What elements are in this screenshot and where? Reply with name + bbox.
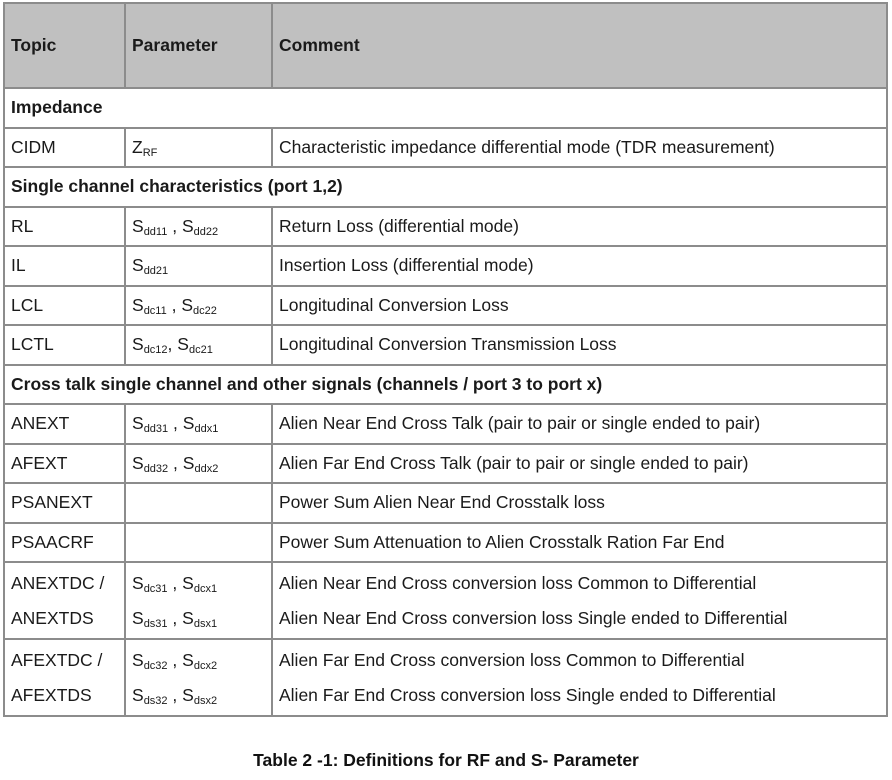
table-row bbox=[4, 128, 887, 168]
parameter-symbol: S bbox=[132, 215, 144, 236]
parameter-symbol: S bbox=[132, 255, 144, 276]
comment-text: Power Sum Attenuation to Alien Crosstalk Ration Far End bbox=[279, 531, 725, 552]
parameter-cell bbox=[125, 562, 272, 639]
parameter-symbol: S bbox=[182, 649, 194, 670]
comment-cell bbox=[272, 128, 887, 168]
parameter-line bbox=[132, 453, 218, 473]
table-row bbox=[4, 246, 887, 286]
topic-cell bbox=[4, 246, 125, 286]
parameter-separator: , bbox=[167, 215, 182, 236]
topic-text: RL bbox=[11, 215, 34, 236]
comment-text: Return Loss (differential mode) bbox=[279, 215, 519, 236]
parameter-line bbox=[132, 413, 219, 436]
topic-text: LCTL bbox=[11, 334, 54, 355]
topic-text: ANEXT bbox=[11, 413, 70, 434]
comment-cell bbox=[272, 562, 887, 639]
parameter-subscript: dc22 bbox=[193, 304, 217, 317]
parameter-subscript: dd11 bbox=[143, 225, 168, 238]
parameter-separator: , bbox=[167, 334, 178, 355]
parameter-line bbox=[132, 566, 265, 601]
section-title: Impedance bbox=[4, 88, 887, 128]
parameter-cell bbox=[125, 483, 272, 523]
parameter-line bbox=[132, 334, 213, 357]
comment-cell bbox=[272, 444, 887, 484]
parameter-subscript: RF bbox=[142, 146, 158, 159]
topic-cell bbox=[4, 639, 125, 716]
section-row bbox=[4, 167, 887, 207]
parameter-symbol: S bbox=[182, 607, 194, 628]
parameter-separator: , bbox=[167, 572, 183, 593]
parameter-symbol: S bbox=[182, 572, 194, 593]
comment-text: Alien Far End Cross Talk (pair to pair or single ended to pair) bbox=[279, 452, 749, 473]
comment-text: Insertion Loss (differential mode) bbox=[279, 255, 534, 276]
table-row bbox=[4, 523, 887, 563]
parameter-subscript: dsx1 bbox=[193, 617, 218, 630]
parameter-line bbox=[132, 643, 265, 678]
header-comment: Comment bbox=[272, 3, 887, 88]
table-caption: Table 2 -1: Definitions for RF and S- Parameter bbox=[253, 750, 639, 770]
comment-text: Longitudinal Conversion Transmission Loss bbox=[279, 334, 617, 355]
comment-cell bbox=[272, 639, 887, 716]
parameter-symbol: S bbox=[132, 572, 144, 593]
parameter-separator: , bbox=[166, 294, 182, 315]
parameter-line bbox=[132, 295, 217, 315]
parameter-symbol: S bbox=[182, 684, 194, 705]
topic-text: PSAACRF bbox=[11, 531, 94, 552]
parameter-cell bbox=[125, 128, 272, 168]
topic-text: IL bbox=[11, 255, 26, 276]
parameter-symbol: S bbox=[182, 413, 195, 434]
table-row bbox=[4, 325, 887, 365]
parameter-symbol: S bbox=[132, 294, 144, 315]
parameter-symbol: S bbox=[132, 334, 144, 355]
topic-text: PSANEXT bbox=[11, 492, 93, 513]
parameter-subscript: dd22 bbox=[193, 225, 219, 238]
section-title: Cross talk single channel and other signals (channels / port 3 to port x) bbox=[4, 365, 887, 405]
parameter-symbol: S bbox=[132, 649, 144, 670]
topic-text: AFEXTDS bbox=[11, 684, 92, 705]
parameter-subscript: dcx1 bbox=[193, 582, 218, 595]
parameter-separator: , bbox=[168, 452, 183, 473]
topic-cell bbox=[4, 286, 125, 326]
parameter-subscript: dc11 bbox=[143, 304, 167, 317]
parameter-subscript: dc32 bbox=[143, 659, 168, 672]
parameter-subscript: dd32 bbox=[143, 462, 169, 475]
comment-cell bbox=[272, 404, 887, 444]
parameter-separator: , bbox=[168, 413, 183, 434]
parameter-line bbox=[132, 601, 265, 636]
topic-cell bbox=[4, 325, 125, 365]
table-row bbox=[4, 286, 887, 326]
table-body bbox=[4, 88, 887, 716]
parameter-subscript: ds32 bbox=[143, 694, 168, 707]
parameter-separator: , bbox=[167, 607, 183, 628]
parameter-subscript: dd31 bbox=[143, 423, 169, 436]
parameter-line bbox=[132, 678, 265, 713]
topic-text: ANEXTDS bbox=[11, 607, 94, 628]
topic-cell bbox=[4, 483, 125, 523]
comment-text: Alien Far End Cross conversion loss Common to Differential bbox=[279, 649, 745, 670]
parameter-subscript: dsx2 bbox=[193, 694, 218, 707]
table-row bbox=[4, 639, 887, 716]
parameter-cell bbox=[125, 246, 272, 286]
comment-cell bbox=[272, 207, 887, 247]
topic-cell bbox=[4, 207, 125, 247]
parameter-separator: , bbox=[167, 649, 183, 670]
header-topic: Topic bbox=[4, 3, 125, 88]
topic-text: ANEXTDC / bbox=[11, 572, 105, 593]
parameter-symbol: S bbox=[132, 413, 144, 434]
comment-text: Alien Near End Cross Talk (pair to pair or single ended to pair) bbox=[279, 413, 761, 434]
header-parameter: Parameter bbox=[125, 3, 272, 88]
table-row bbox=[4, 483, 887, 523]
parameter-subscript: dcx2 bbox=[193, 659, 218, 672]
table-row bbox=[4, 404, 887, 444]
topic-text: AFEXT bbox=[11, 452, 68, 473]
definitions-table bbox=[3, 2, 888, 717]
parameter-cell bbox=[125, 523, 272, 563]
parameter-symbol: S bbox=[177, 334, 189, 355]
table-row bbox=[4, 444, 887, 484]
parameter-subscript: ds31 bbox=[143, 617, 168, 630]
parameter-cell bbox=[125, 207, 272, 247]
parameter-symbol: S bbox=[181, 294, 194, 315]
comment-cell bbox=[272, 286, 887, 326]
comment-text: Characteristic impedance differential mode (TDR measurement) bbox=[279, 136, 775, 157]
topic-cell bbox=[4, 404, 125, 444]
parameter-subscript: dc21 bbox=[188, 344, 213, 357]
parameter-subscript: ddx2 bbox=[194, 462, 219, 475]
parameter-line bbox=[132, 216, 218, 236]
comment-cell bbox=[272, 523, 887, 563]
parameter-subscript: dc12 bbox=[143, 344, 168, 357]
section-title: Single channel characteristics (port 1,2) bbox=[4, 167, 887, 207]
comment-cell bbox=[272, 325, 887, 365]
parameter-cell bbox=[125, 639, 272, 716]
topic-cell bbox=[4, 523, 125, 563]
parameter-symbol: S bbox=[182, 452, 195, 473]
comment-text: Power Sum Alien Near End Crosstalk loss bbox=[279, 492, 605, 513]
comment-text: Longitudinal Conversion Loss bbox=[279, 294, 509, 315]
header-row bbox=[4, 3, 887, 88]
comment-text: Alien Near End Cross conversion loss Single ended to Differential bbox=[279, 607, 788, 628]
section-row bbox=[4, 365, 887, 405]
comment-cell bbox=[272, 483, 887, 523]
parameter-symbol: S bbox=[132, 607, 144, 628]
parameter-cell bbox=[125, 325, 272, 365]
parameter-subscript: dd21 bbox=[143, 265, 169, 278]
topic-cell bbox=[4, 128, 125, 168]
table-row bbox=[4, 207, 887, 247]
comment-cell bbox=[272, 246, 887, 286]
parameter-line bbox=[132, 255, 169, 278]
topic-text: AFEXTDC / bbox=[11, 649, 103, 670]
parameter-symbol: S bbox=[132, 684, 144, 705]
parameter-symbol: S bbox=[181, 215, 194, 236]
parameter-cell bbox=[125, 444, 272, 484]
comment-text: Alien Near End Cross conversion loss Common to Differential bbox=[279, 572, 757, 593]
section-row bbox=[4, 88, 887, 128]
parameter-cell bbox=[125, 404, 272, 444]
parameter-line bbox=[132, 137, 157, 157]
table-row bbox=[4, 562, 887, 639]
parameter-cell bbox=[125, 286, 272, 326]
parameter-symbol: Z bbox=[132, 136, 143, 157]
parameter-separator: , bbox=[167, 684, 183, 705]
topic-text: LCL bbox=[11, 294, 44, 315]
topic-text: CIDM bbox=[11, 136, 56, 157]
topic-cell bbox=[4, 444, 125, 484]
parameter-subscript: ddx1 bbox=[194, 423, 219, 436]
topic-cell bbox=[4, 562, 125, 639]
parameter-subscript: dc31 bbox=[143, 582, 168, 595]
comment-text: Alien Far End Cross conversion loss Single ended to Differential bbox=[279, 684, 776, 705]
parameter-symbol: S bbox=[132, 452, 144, 473]
